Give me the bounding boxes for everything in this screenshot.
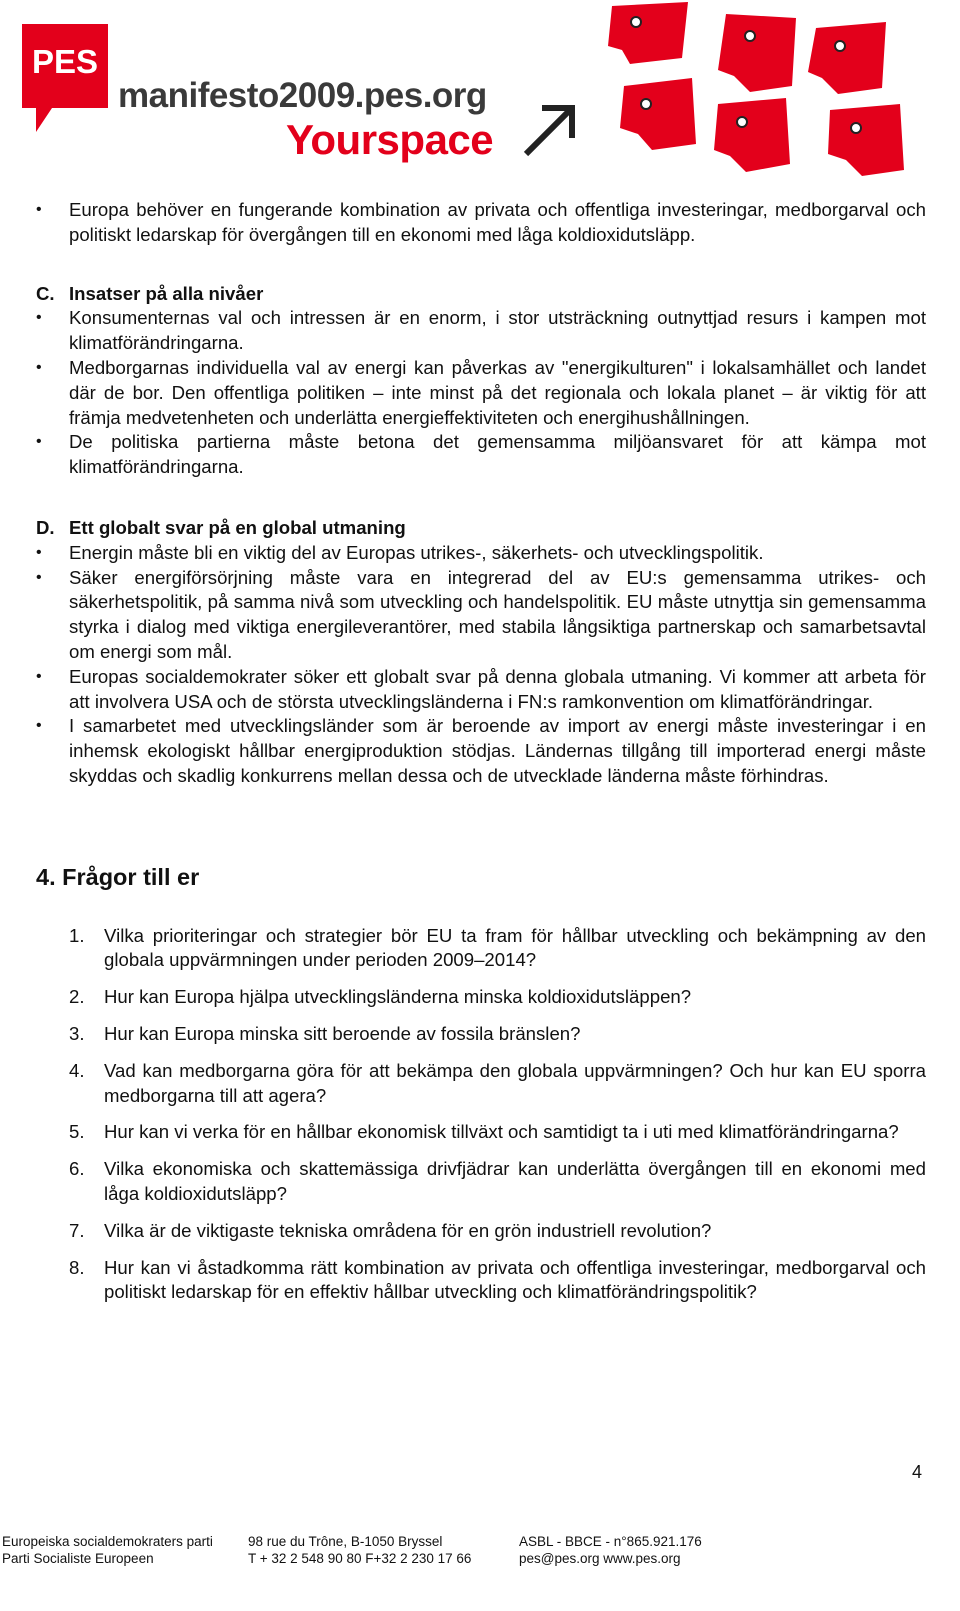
list-item: • Energin måste bli en viktig del av Europas utrikes-, säkerhets- och utvecklingspolitik. bbox=[36, 541, 926, 566]
question-number: 7. bbox=[69, 1219, 85, 1241]
section-c-bullet-list bbox=[36, 306, 926, 480]
footer-contact bbox=[519, 1533, 702, 1567]
question-number: 8. bbox=[69, 1256, 85, 1278]
question-number: 1. bbox=[69, 924, 85, 946]
pes-logo-text: PES bbox=[31, 43, 99, 80]
question-text: Hur kan vi åstadkomma rätt kombination av privata och offentliga investeringar, medborgarval och politiskt ledarskap för en effektiv hållbar utveckling och klimatförändringspolitik? bbox=[104, 1256, 926, 1303]
question-number: 5. bbox=[69, 1121, 85, 1143]
footer-line: ASBL - BBCE - n°865.921.176 bbox=[519, 1534, 702, 1549]
list-item: • De politiska partierna måste betona det gemensamma miljöansvaret för att kämpa mot klimatförändringarna. bbox=[36, 430, 926, 480]
question-number: 4. bbox=[69, 1059, 85, 1081]
pes-logo bbox=[22, 24, 108, 132]
yourspace-tagline: Yourspace bbox=[286, 116, 494, 163]
question-number: 2. bbox=[69, 986, 85, 1008]
list-item: • Medborgarnas individuella val av energi kan påverkas av "energikulturen" i lokalsamhället och landet där de bor. Den offentliga politiken – inte minst på det regionala och lokala planet – är viktig för att främja medvetenheten och underlätta energieffektiviteten och energihushållningen. bbox=[36, 356, 926, 430]
question-number: 3. bbox=[69, 1022, 85, 1044]
site-url: manifesto2009.pes.org bbox=[118, 76, 487, 115]
list-item: • Europas socialdemokrater söker ett globalt svar på denna globala utmaning. Vi kommer att arbeta för att involvera USA och de största utvecklingsländerna i FN:s ramkonvention om klimatförändringar. bbox=[36, 665, 926, 715]
section-letter: D. bbox=[36, 516, 55, 538]
question-item bbox=[36, 1059, 926, 1109]
section-d-heading bbox=[36, 516, 926, 541]
footer-line: pes@pes.org www.pes.org bbox=[519, 1551, 681, 1566]
question-text: Vilka prioriteringar och strategier bör EU ta fram för hållbar utveckling och bekämpning av den globala uppvärmningen under perioden 2009–2014? bbox=[104, 924, 926, 971]
page-header bbox=[0, 0, 960, 180]
footer-line: 98 rue du Trône, B-1050 Bryssel bbox=[248, 1534, 443, 1549]
section-c-heading bbox=[36, 282, 926, 307]
arrow-up-right-icon bbox=[520, 98, 582, 160]
question-item bbox=[36, 985, 926, 1010]
list-item: • Konsumenternas val och intressen är en enorm, i stor utsträckning outnyttjad resurs i kampen mot klimatförändringarna. bbox=[36, 306, 926, 356]
question-item bbox=[36, 1157, 926, 1207]
page-number: 4 bbox=[912, 1462, 923, 1482]
red-heads-graphic bbox=[600, 0, 930, 178]
question-item bbox=[36, 1022, 926, 1047]
question-item bbox=[36, 1120, 926, 1145]
question-text: Vilka är de viktigaste tekniska områdena för en grön industriell revolution? bbox=[104, 1219, 712, 1241]
intro-bullet-list bbox=[36, 198, 926, 248]
questions-heading: 4. Frågor till er bbox=[36, 863, 200, 890]
question-text: Hur kan vi verka för en hållbar ekonomisk tillväxt och samtidigt ta i uti med klimatförändringarna? bbox=[104, 1121, 899, 1143]
footer-line: Europeiska socialdemokraters parti bbox=[2, 1534, 213, 1549]
question-list bbox=[36, 924, 926, 1306]
section-letter: C. bbox=[36, 282, 55, 304]
question-text: Vilka ekonomiska och skattemässiga drivfjädrar kan underlätta övergången till en ekonomi med låga koldioxidutsläpp? bbox=[104, 1158, 926, 1204]
question-text: Hur kan Europa minska sitt beroende av fossila bränslen? bbox=[104, 1022, 581, 1044]
footer-address bbox=[248, 1533, 471, 1567]
list-item: • I samarbetet med utvecklingsländer som är beroende av import av energi måste investeringar i en inhemsk ekologiskt hållbar energiproduktion stödjas. Ländernas tillgång till importerad energi måste skyddas och skadlig konkurrens mellan dessa och de utvecklade länderna måste förhindras. bbox=[36, 714, 926, 788]
list-item: • Europa behöver en fungerande kombination av privata och offentliga investeringar, medborgarval och politiskt ledarskap för övergången till en ekonomi med låga koldioxidutsläpp. bbox=[36, 198, 926, 248]
question-item bbox=[36, 924, 926, 974]
question-item bbox=[36, 1256, 926, 1306]
footer-line: T + 32 2 548 90 80 F+32 2 230 17 66 bbox=[248, 1551, 472, 1566]
question-item bbox=[36, 1219, 926, 1244]
footer-line: Parti Socialiste Europeen bbox=[2, 1551, 154, 1566]
document-body bbox=[36, 198, 926, 1317]
question-text: Vad kan medborgarna göra för att bekämpa den globala uppvärmningen? Och hur kan EU sporra medborgarna till att agera? bbox=[104, 1059, 926, 1106]
section-title: Ett globalt svar på en global utmaning bbox=[69, 516, 406, 538]
question-number: 6. bbox=[69, 1158, 85, 1180]
section-d-bullet-list bbox=[36, 541, 926, 789]
question-text: Hur kan Europa hjälpa utvecklingsländerna minska koldioxidutsläppen? bbox=[104, 986, 692, 1008]
list-item: • Säker energiförsörjning måste vara en integrerad del av EU:s gemensamma utrikes- och säkerhetspolitik, på samma nivå som utveckling och handelspolitik. EU måste utnyttja sin gemensamma styrka i dialog med viktiga energileverantörer, med stabila långsiktiga partnerskap och samarbetsavtal om energi som mål. bbox=[36, 566, 926, 665]
footer-party-names bbox=[2, 1533, 213, 1567]
section-title: Insatser på alla nivåer bbox=[69, 282, 264, 304]
